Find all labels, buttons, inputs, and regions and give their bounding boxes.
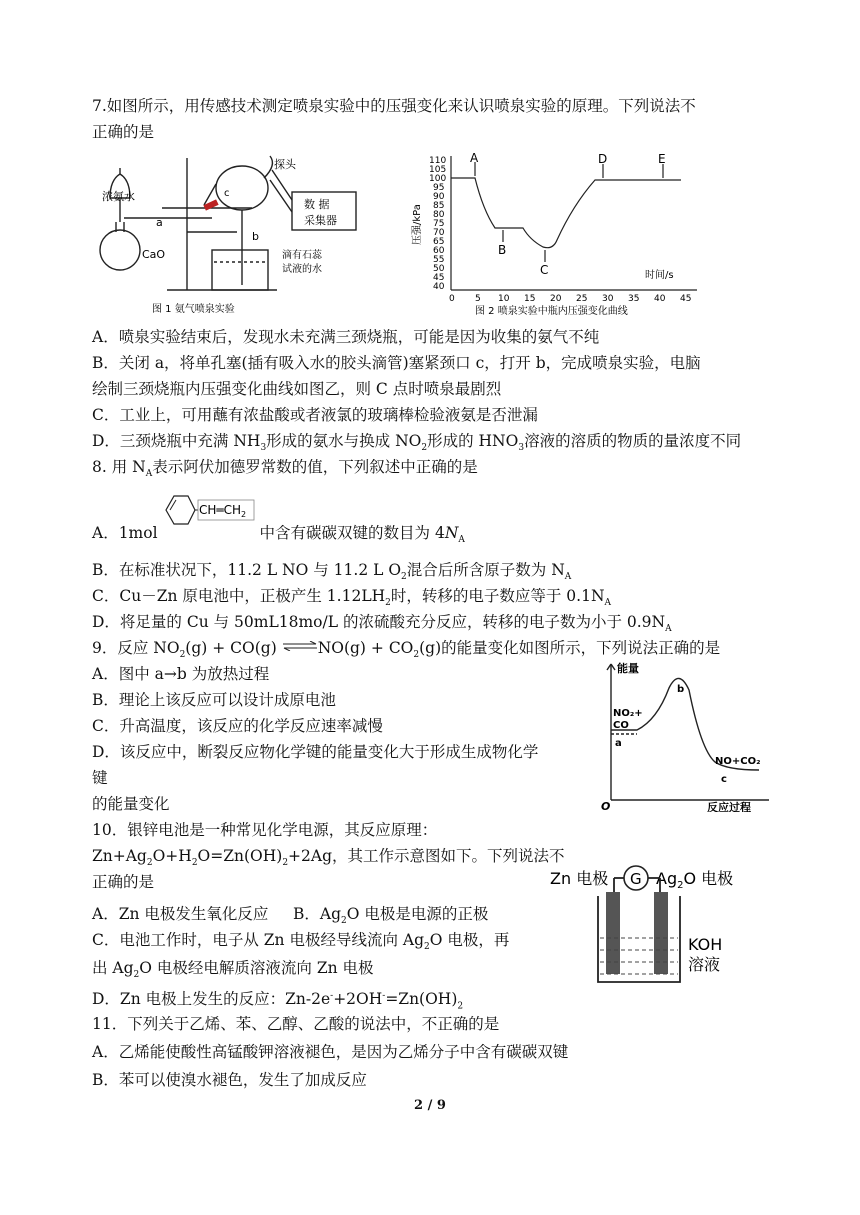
q7-figure-1 xyxy=(92,150,397,320)
svg-text:55: 55 xyxy=(433,255,445,265)
svg-text:CH═CH2: $CH═CH_2$ xyxy=(199,503,247,519)
svg-text:O: O xyxy=(601,800,611,812)
svg-text:溶液: 溶液 xyxy=(688,955,721,974)
svg-text:a: a xyxy=(615,738,622,749)
q11-option-b: B．苯可以使溴水褪色，发生了加成反应 xyxy=(92,1071,367,1089)
svg-text:b: b xyxy=(252,230,259,243)
svg-text:压强/kPa: 压强/kPa xyxy=(412,204,423,245)
svg-text:35: 35 xyxy=(628,294,640,304)
svg-text:a: a xyxy=(156,216,163,229)
svg-text:探头: 探头 xyxy=(274,158,296,171)
svg-text:反应过程: 反应过程 xyxy=(707,801,751,812)
svg-text:10: 10 xyxy=(498,294,510,304)
svg-text:滴有石蕊: 滴有石蕊 xyxy=(282,250,322,261)
svg-text:45: 45 xyxy=(680,294,692,304)
q7-option-d: D．三颈烧瓶中充满 $NH_3$形成的氨水与换成 $NO_2$形成的 $HNO_3$溶液的溶质的物质的量浓度不同 xyxy=(92,432,742,454)
svg-text:Zn 电极: Zn 电极 xyxy=(550,869,609,888)
q9-option-a: A．图中 a→b 为放热过程 xyxy=(92,665,270,683)
svg-text:40: 40 xyxy=(433,282,445,292)
svg-text:95: 95 xyxy=(433,183,445,193)
q9-option-c: C．升高温度，该反应的化学反应速率减慢 xyxy=(92,717,383,735)
svg-text:85: 85 xyxy=(433,201,445,211)
svg-text:25: 25 xyxy=(576,294,588,304)
svg-text:70: 70 xyxy=(433,228,445,238)
q10-equation: $Zn+Ag_2O+H_2O=Zn(OH)_2+2Ag$，其工作示意图如下。下列说法不 xyxy=(92,847,565,869)
q7-stem-line1: 7.如图所示，用传感技术测定喷泉实验中的压强变化来认识喷泉实验的原理。下列说法不 xyxy=(92,97,696,115)
q8-option-a: A．1mol 中含有碳碳双键的数目为 $4N_A$ xyxy=(92,524,465,546)
svg-text:C: C xyxy=(540,263,549,277)
svg-text:E: E xyxy=(658,152,666,166)
q9-option-d-3: 的能量变化 xyxy=(92,795,170,813)
q7-stem-line2: 正确的是 xyxy=(92,123,155,141)
svg-text:65: 65 xyxy=(433,237,445,247)
q10-stem-2: 正确的是 xyxy=(92,873,155,891)
svg-text:0: 0 xyxy=(449,294,455,304)
q11-stem: 11．下列关于乙烯、苯、乙醇、乙酸的说法中，不正确的是 xyxy=(92,1015,500,1033)
q7-option-a: A．喷泉实验结束后，发现水未充满三颈烧瓶，可能是因为收集的氨气不纯 xyxy=(92,328,600,346)
svg-text:30: 30 xyxy=(602,294,614,304)
svg-text:c: c xyxy=(224,188,230,199)
svg-text:KOH: KOH xyxy=(688,935,723,954)
svg-text:D: D xyxy=(598,152,608,166)
q7-figure-2 xyxy=(405,150,710,320)
q8-option-c: C．Cu－Zn 原电池中，正极产生 $1.12LH_2$时，转移的电子数应等于 $0.1N_A$ xyxy=(92,587,612,609)
svg-text:试液的水: 试液的水 xyxy=(282,264,322,275)
q7-option-b-1: B．关闭 a，将单孔塞(插有吸入水的胶头滴管)塞紧颈口 c，打开 b，完成喷泉实验，电脑 xyxy=(92,354,701,372)
page-number: 2 / 9 xyxy=(414,1098,446,1113)
svg-text:15: 15 xyxy=(524,294,536,304)
q11-option-a: A．乙烯能使酸性高锰酸钾溶液褪色，是因为乙烯分子中含有碳碳双键 xyxy=(92,1043,569,1061)
q10-option-c-2: 出 $Ag_2O$ 电极经电解质溶液流向 Zn 电极 xyxy=(92,959,374,981)
svg-text:110: 110 xyxy=(429,156,447,166)
svg-text:图 2 喷泉实验中瓶内压强变化曲线: 图 2 喷泉实验中瓶内压强变化曲线 xyxy=(475,306,628,317)
q7-option-c: C．工业上，可用蘸有浓盐酸或者液氯的玻璃棒检验液氨是否泄漏 xyxy=(92,406,538,424)
q10-stem: 10．银锌电池是一种常见化学电源，其反应原理： xyxy=(92,821,438,839)
q9-option-d-1: D．该反应中，断裂反应物化学键的能量变化大于形成生成物化学 xyxy=(92,743,539,761)
svg-text:50: 50 xyxy=(433,264,445,274)
svg-text:80: 80 xyxy=(433,210,445,220)
svg-text:Ag2O 电极: $Ag_2O$ 电极 xyxy=(656,869,734,891)
svg-text:105: 105 xyxy=(429,165,447,175)
svg-text:数 据: 数 据 xyxy=(304,198,330,211)
q9-energy-diagram xyxy=(597,660,777,812)
svg-text:90: 90 xyxy=(433,192,445,202)
svg-text:采集器: 采集器 xyxy=(304,214,337,227)
q9-option-b: B．理论上该反应可以设计成原电池 xyxy=(92,691,336,709)
label-ammonia: 浓氨水 xyxy=(102,190,135,203)
q8-stem: 8. 用 $N_A$表示阿伏加德罗常数的值，下列叙述中正确的是 xyxy=(92,458,478,480)
q10-battery-diagram xyxy=(548,858,768,988)
equilibrium-arrow-icon xyxy=(282,636,318,656)
svg-text:100: 100 xyxy=(429,174,447,184)
svg-text:NO+CO₂: NO+CO₂ xyxy=(715,756,761,767)
svg-text:40: 40 xyxy=(654,294,666,304)
q8-option-d: D．将足量的 Cu 与 50mL18mo/L 的浓硫酸充分反应，转移的电子数为小于 $0.9N_A$ xyxy=(92,613,672,635)
svg-text:60: 60 xyxy=(433,246,445,256)
q7-option-b-2: 绘制三颈烧瓶内压强变化曲线如图乙，则 C 点时喷泉最剧烈 xyxy=(92,380,502,398)
svg-text:CO: CO xyxy=(613,720,629,731)
svg-text:NO₂+: NO₂+ xyxy=(613,708,643,719)
svg-text:能量: 能量 xyxy=(617,662,639,675)
svg-text:G: G xyxy=(630,870,642,888)
svg-text:CaO: CaO xyxy=(142,248,166,261)
svg-text:时间/s: 时间/s xyxy=(645,270,674,281)
svg-text:A: A xyxy=(470,151,479,165)
svg-text:b: b xyxy=(677,684,685,695)
svg-text:75: 75 xyxy=(433,219,445,229)
q10-option-ab: A．Zn 电极发生氧化反应 B．$Ag_2O$ 电极是电源的正极 xyxy=(92,905,489,927)
q10-option-c-1: C．电池工作时，电子从 Zn 电极经导线流向 $Ag_2O$ 电极，再 xyxy=(92,931,510,953)
svg-text:图 1 氨气喷泉实验: 图 1 氨气喷泉实验 xyxy=(152,304,235,315)
svg-text:5: 5 xyxy=(475,294,481,304)
svg-text:B: B xyxy=(498,243,507,257)
svg-text:c: c xyxy=(721,774,727,785)
q9-option-d-2: 键 xyxy=(92,769,108,787)
q8-option-b: B．在标准状况下，11.2 L NO 与 11.2 L $O_2$混合后所含原子数为 $N_A$ xyxy=(92,561,572,583)
q9-stem: 9．反应 $NO_2(g) + CO(g) NO(g) + CO_2(g)$的能量变化如图所示，下列说法正确的是 xyxy=(92,638,720,665)
q10-option-d: D．Zn 电极上发生的反应：$Zn-2e^-+2OH^-=Zn(OH)_2$ xyxy=(92,990,464,1012)
svg-text:45: 45 xyxy=(433,273,445,283)
svg-text:20: 20 xyxy=(550,294,562,304)
